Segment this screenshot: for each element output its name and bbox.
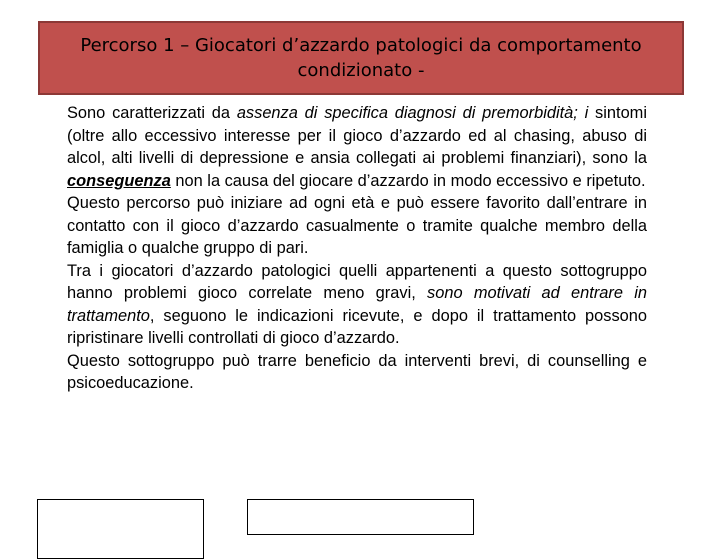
empty-frame-left — [37, 499, 204, 559]
paragraph-1-emphasis: conseguenza — [67, 171, 171, 190]
paragraph-3-start: Tra i giocatori d’azzardo patologici quelli appartenenti a questo sottogruppo hanno problemi gioco correlate meno gravi, — [67, 261, 647, 302]
paragraph-4: Questo sottogruppo può trarre beneficio da interventi brevi, di counselling e psicoeducazione. — [67, 351, 647, 392]
paragraph-1-start: Sono caratterizzati da — [67, 104, 237, 122]
paragraph-3 — [67, 260, 647, 350]
slide-title-line-1: Percorso 1 – Giocatori d’azzardo patologici da comportamento — [80, 35, 642, 56]
body-text — [67, 102, 647, 395]
paragraph-1 — [67, 102, 647, 192]
empty-frame-right — [247, 499, 474, 535]
paragraph-3-end: , seguono le indicazioni ricevute, e dopo il trattamento possono ripristinare livelli controllati di gioco d’azzardo. — [67, 306, 647, 347]
title-banner — [38, 21, 684, 95]
paragraph-3-italic: sono motivati ad entrare in trattamento — [67, 284, 648, 325]
paragraph-2: Questo percorso può iniziare ad ogni età e può essere favorito dall’entrare in contatto con il gioco d’azzardo casualmente o tramite qualche membro della famiglia o qualche gruppo di pari. — [67, 194, 647, 257]
paragraph-1-middle: sintomi (oltre allo eccessivo interesse per il gioco d’azzardo ed al chasing, abuso di alcol, alti livelli di depressione e ansia collegati ai problemi finanziari), sono la — [67, 104, 647, 167]
paragraph-1-italic: assenza di specifica diagnosi di premorbidità; i — [236, 104, 589, 122]
slide-title-line-2: condizionato - — [297, 60, 425, 81]
paragraph-1-end: non la causa del giocare d’azzardo in modo eccessivo e ripetuto. — [170, 171, 646, 190]
slide-title — [72, 33, 649, 83]
